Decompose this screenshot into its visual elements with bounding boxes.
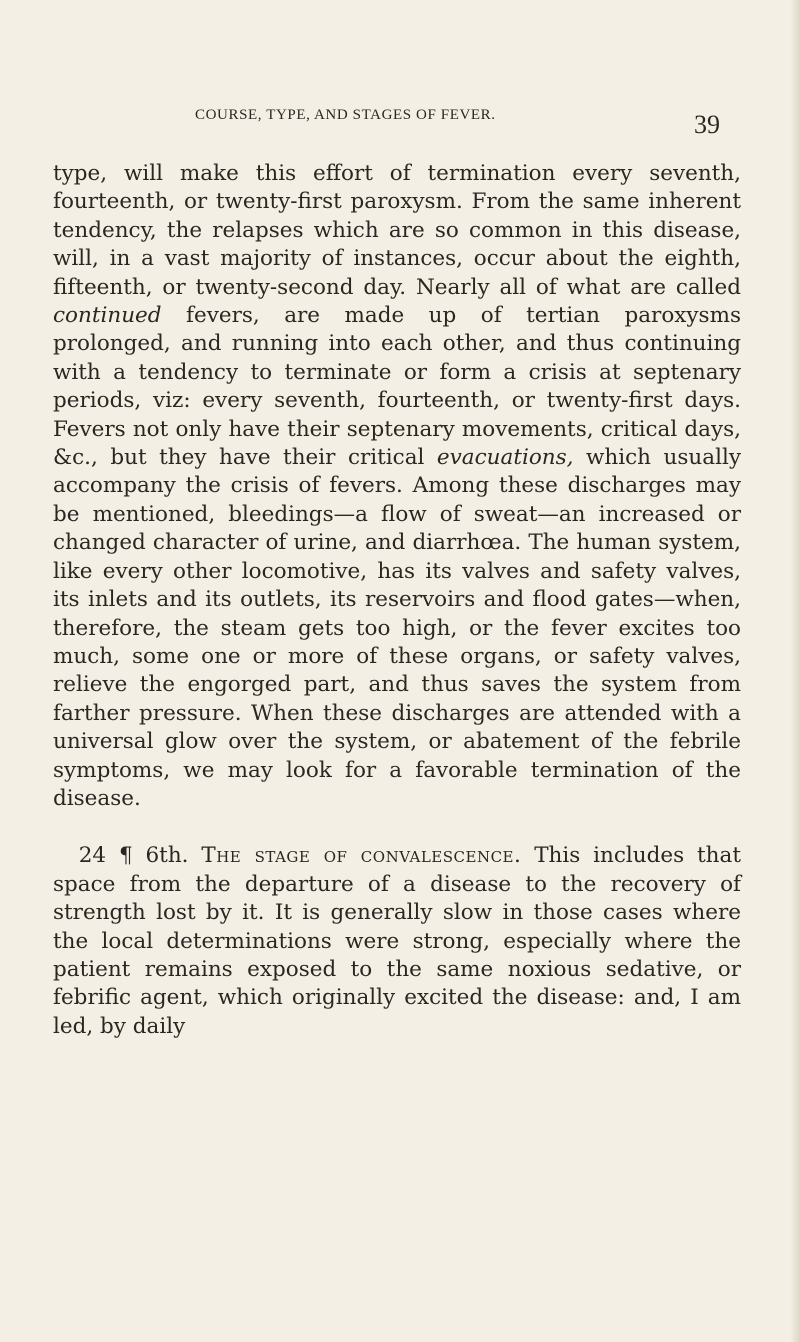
page-edge bbox=[790, 0, 800, 1342]
paragraph-2 bbox=[53, 842, 741, 1041]
paragraph-1-part-2: fevers, are made up of tertian paroxysms prolonged, and running into each other, and thus continuing with a tendency to terminate or form a crisis at septenary periods, viz: every seventh, fourteenth, or twenty-first days. Fevers not only have their septenary movements, critical days, &c., but they have their critical bbox=[53, 303, 741, 471]
section-heading: The stage of convalescence. bbox=[201, 843, 522, 869]
page-header bbox=[100, 107, 720, 137]
paragraph-2-text: This includes that space from the departure of a disease to the recovery of strength lost by it. It is generally slow in those cases where the local determinations were strong, especially where the patient remains exposed to the same noxious sedative, or febrific agent, which originally excited the disease: and, I am led, by daily bbox=[53, 843, 741, 1039]
emphasis-evacuations: evacuations, bbox=[436, 445, 574, 471]
paragraph-1 bbox=[53, 160, 741, 813]
section-number: 24 ¶ 6th. bbox=[78, 843, 189, 869]
page-number: 39 bbox=[694, 110, 720, 139]
paragraph-1-part-3: which usually accompany the crisis of fevers. Among these discharges may be mentioned, bleedings—a flow of sweat—an increased or changed character of urine, and diarrhœa. The human system, like every other locomotive, has its valves and safety valves, its inlets and its outlets, its reservoirs and flood gates—when, therefore, the steam gets too high, or the fever excites too much, some one or more of these organs, or safety valves, relieve the engorged part, and thus saves the system from farther pressure. When these discharges are attended with a universal glow over the system, or abatement of the febrile symptoms, we may look for a favorable termination of the disease. bbox=[53, 445, 741, 811]
paragraph-1-part-1: type, will make this effort of termination every seventh, fourteenth, or twenty-first paroxysm. From the same inherent tendency, the relapses which are so common in this disease, will, in a vast majority of instances, occur about the eighth, fifteenth, or twenty-second day. Nearly all of what are called bbox=[53, 161, 741, 300]
emphasis-continued: continued bbox=[53, 303, 162, 329]
body-text bbox=[53, 160, 741, 1041]
running-head: COURSE, TYPE, AND STAGES OF FEVER. bbox=[195, 107, 496, 123]
